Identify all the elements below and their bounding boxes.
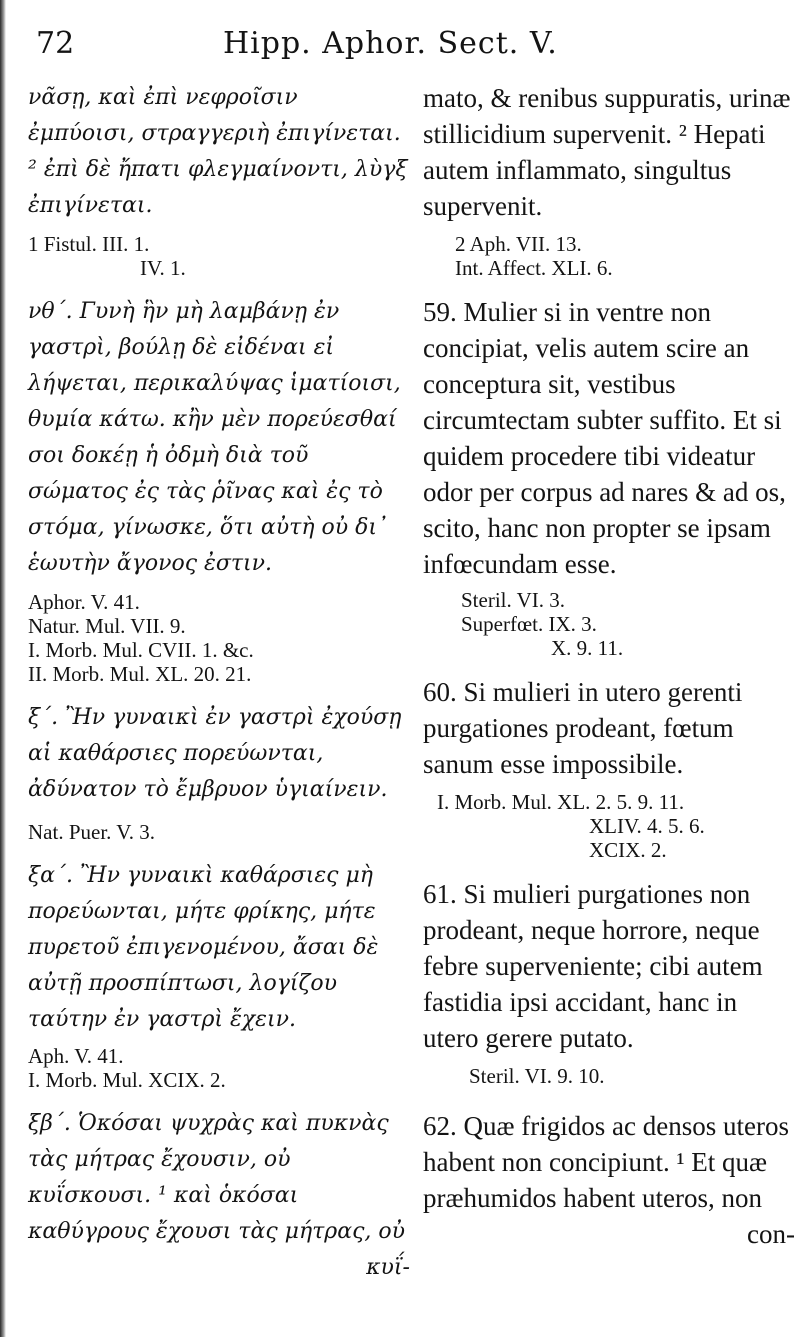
latin-aphorism-60: 60. Si mulieri in utero gerenti purgationes prodeant, fœtum sanum esse impossibile. <box>423 677 743 779</box>
ref-line: Steril. VI. 3. <box>461 588 566 612</box>
latin-continuation-text: mato, & renibus suppuratis, urinæ stillicidium supervenit. ² Hepati autem inflammato, singultus supervenit. <box>423 83 791 221</box>
greek-ref-list-61 <box>28 1044 410 1092</box>
ref-line: I. Morb. Mul. XCIX. 2. <box>28 1068 226 1092</box>
ref-line: 1 Fistul. III. 1. <box>28 232 150 256</box>
latin-ref-list-61 <box>423 1064 795 1088</box>
ref-line: Superfœt. IX. 3. <box>461 612 597 636</box>
ref-line: IV. 1. <box>140 256 186 280</box>
latin-ref-list-59 <box>423 588 795 660</box>
latin-catchword: con- <box>747 1219 795 1249</box>
greek-ref-list-60 <box>28 820 410 844</box>
latin-ref-list-60 <box>423 790 795 862</box>
ref-line: I. Morb. Mul. XL. 2. 5. 9. 11. <box>437 790 685 814</box>
ref-line: XLIV. 4. 5. 6. <box>589 814 705 838</box>
greek-aphorism-60: ξ΄. Ἢν γυναικὶ ἐν γαστρὶ ἐχούσῃ αἱ καθάρσιες πορεύωνται, ἀδύνατον τὸ ἔμβρυον ὑγιαίνειν. <box>28 705 402 802</box>
ref-line: Nat. Puer. V. 3. <box>28 820 155 844</box>
ref-line: Int. Affect. XLI. 6. <box>455 256 613 280</box>
greek-aphorism-61: ξα΄. Ἢν γυναικὶ καθάρσιες μὴ πορεύωνται, μήτε φρίκης, μήτε πυρετοῦ ἐπιγενομένου, ἄσαι δὲ αὐτῇ προσπίπτωσι, λογίζου ταύτην ἐν γαστρὶ ἔχειν. <box>28 863 379 1032</box>
ref-line: Steril. VI. 9. 10. <box>469 1064 605 1088</box>
greek-aphorism-62: ξβ΄. Ὁκόσαι ψυχρὰς καὶ πυκνὰς τὰς μήτρας ἔχουσιν, οὐ κυΐσκουσι. ¹ καὶ ὁκόσαι καθύγρους ἔχουσι τὰς μήτρας, οὐ <box>28 1111 406 1244</box>
latin-aphorism-62: 62. Quæ frigidos ac densos uteros habent non concipiunt. ¹ Et quæ præhumidos habent uteros, non <box>423 1111 789 1213</box>
greek-aphorism-59: νθ΄. Γυνὴ ἣν μὴ λαμβάνῃ ἐν γαστρὶ, βούλῃ δὲ εἰδέναι εἰ λήψεται, περικαλύψας ἱματίοισι, θυμία κάτω. κἢν μὲν πορεύεσθαί σοι δοκέῃ ἡ ὀδμὴ διὰ τοῦ σώματος ἐς τὰς ῥῖνας καὶ ἐς τὸ στόμα, γίνωσκε, ὅτι αὐτὴ οὐ δι᾽ ἑωυτὴν ἄγονος ἐστιν. <box>28 299 401 576</box>
latin-aphorism-61: 61. Si mulieri purgationes non prodeant, neque horrore, neque febre superveniente; cibi autem fastidia ipsi accidant, hanc in utero gerere putato. <box>423 879 763 1053</box>
page-edge <box>0 0 6 1337</box>
ref-line: X. 9. 11. <box>551 636 624 660</box>
ref-line: I. Morb. Mul. CVII. 1. &c. <box>28 638 254 662</box>
latin-aphorism-59: 59. Mulier si in ventre non concipiat, velis autem scire an conceptura sit, vestibus circumtectam subter suffito. Et si quidem procedere tibi videatur odor per corpus ad nares & ad os, scito, hanc non propter se ipsam infœcundam esse. <box>423 297 786 579</box>
greek-catchword: κυΐ- <box>366 1255 410 1280</box>
ref-line: II. Morb. Mul. XL. 20. 21. <box>28 662 252 686</box>
latin-column <box>423 80 795 1252</box>
ref-line: Aph. V. 41. <box>28 1044 124 1068</box>
running-head: Hipp. Aphor. Sect. V. <box>223 26 558 61</box>
ref-line: 2 Aph. VII. 13. <box>455 232 582 256</box>
ref-line: XCIX. 2. <box>589 838 667 862</box>
latin-ref-list-top <box>423 232 795 280</box>
greek-continuation-text: νᾶσῃ, καὶ ἐπὶ νεφροῖσιν ἐμπύοισι, στραγγεριὴ ἐπιγίνεται. ² ἐπὶ δὲ ἤπατι φλεγμαίνοντι, λὺγξ ἐπιγίνεται. <box>28 85 408 218</box>
greek-ref-list-1 <box>28 232 410 280</box>
page-number: 72 <box>36 26 75 61</box>
ref-line: Aphor. V. 41. <box>28 590 140 614</box>
greek-column <box>28 80 410 1286</box>
greek-ref-list-59 <box>28 590 410 686</box>
ref-line: Natur. Mul. VII. 9. <box>28 614 186 638</box>
